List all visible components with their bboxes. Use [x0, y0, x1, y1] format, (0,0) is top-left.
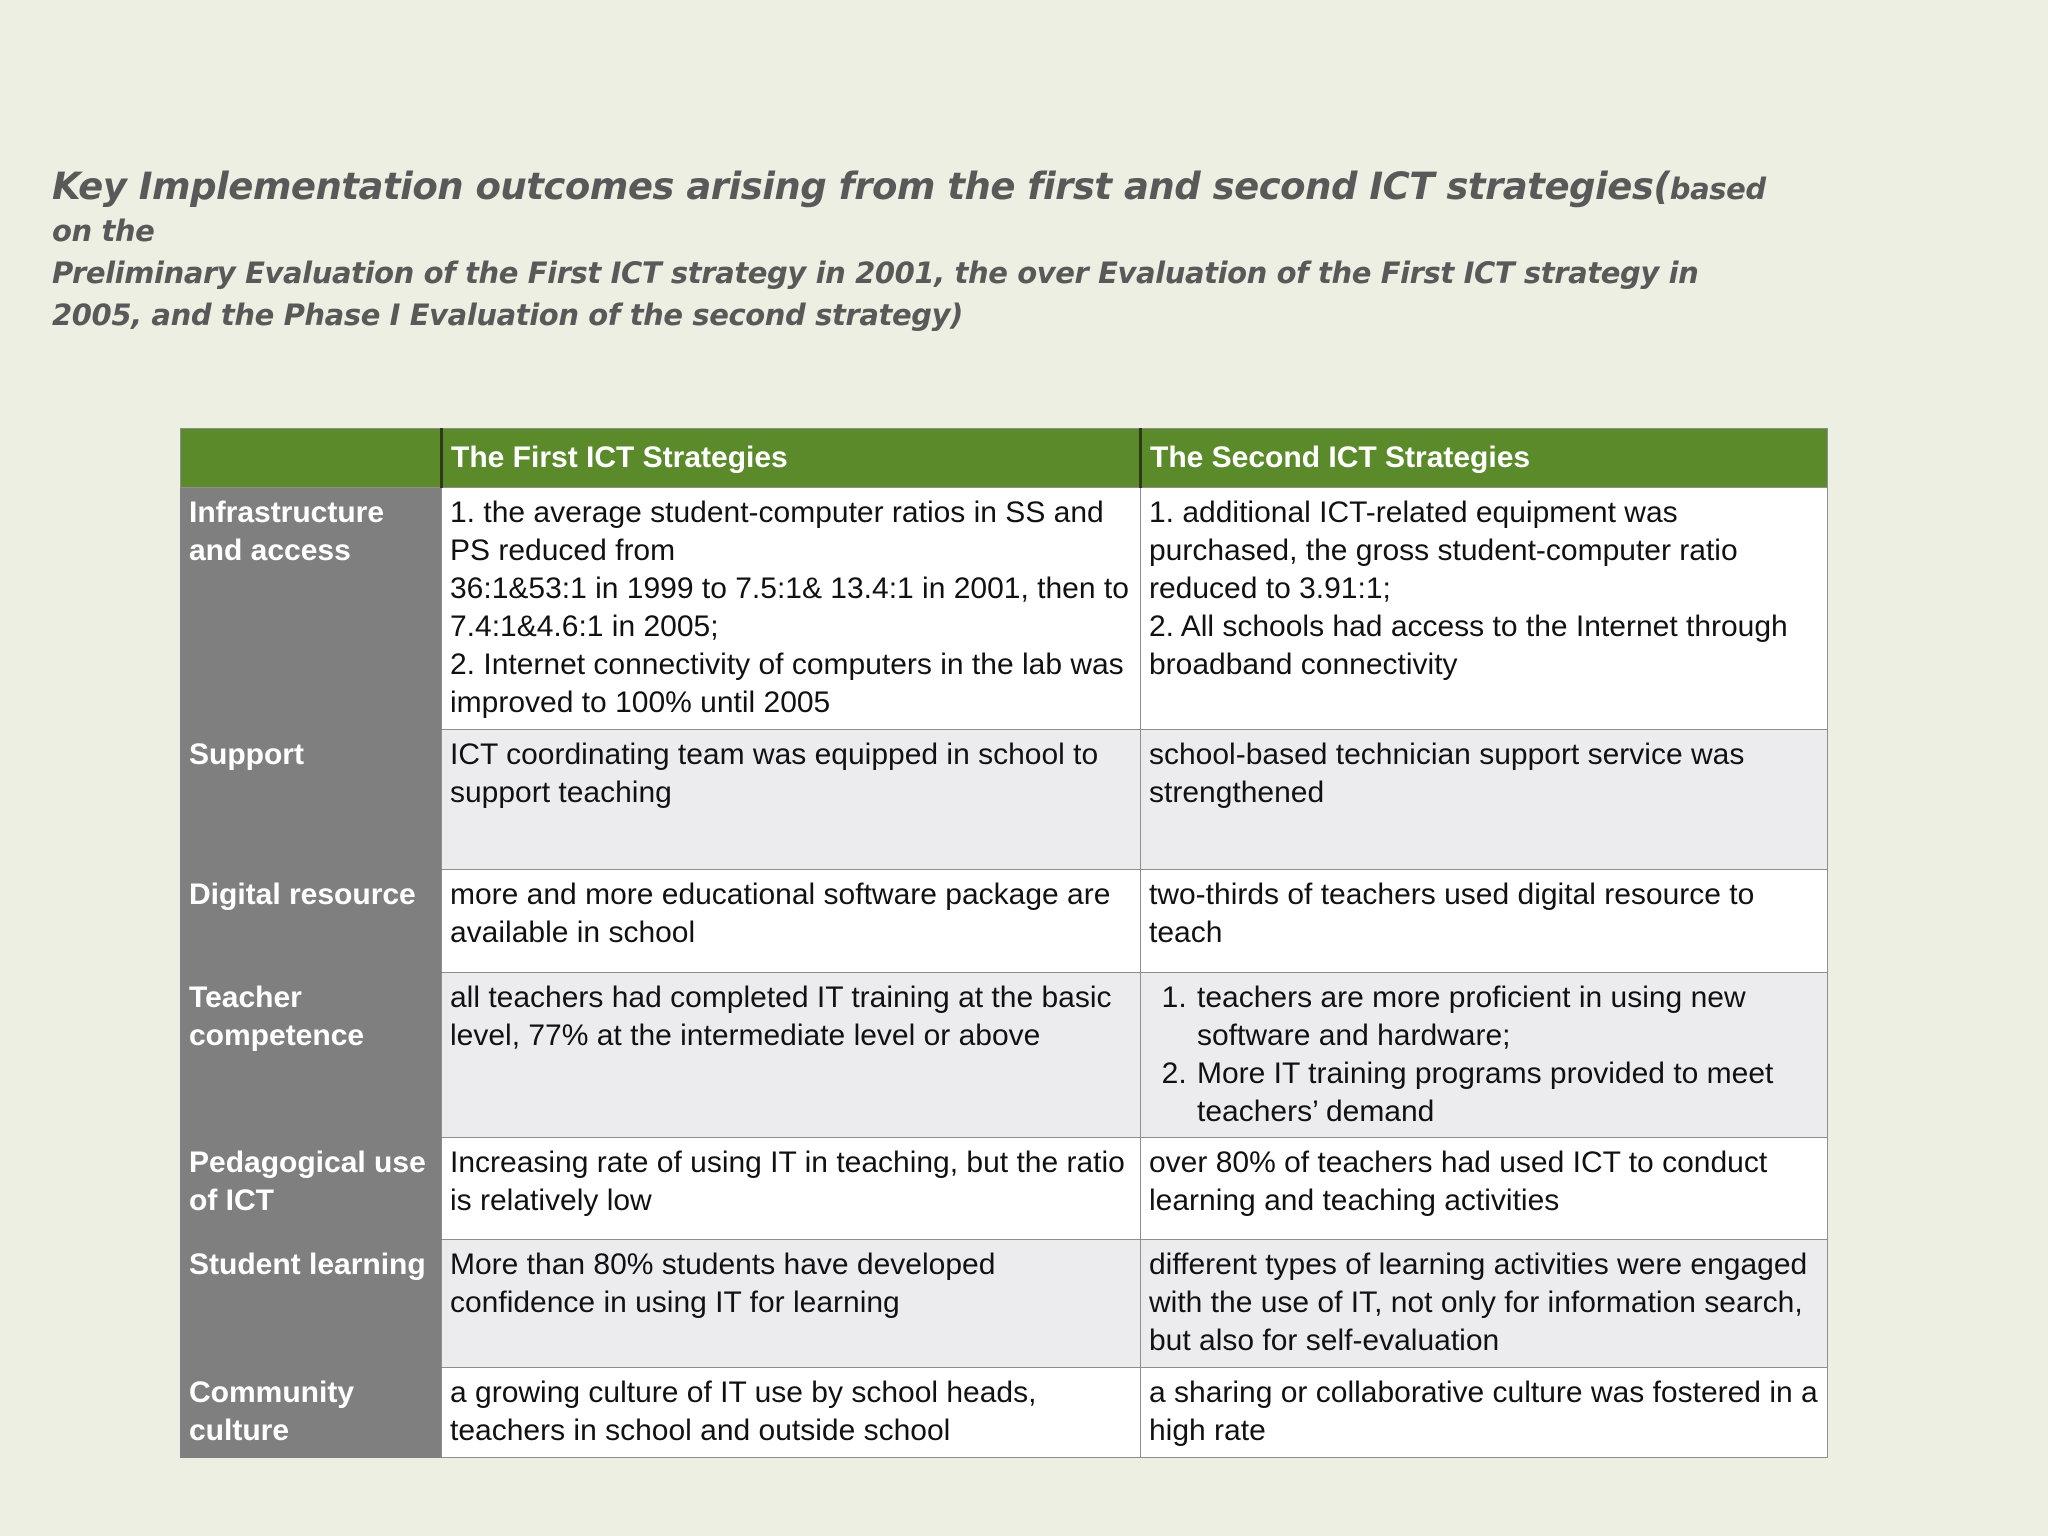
- ict-outcomes-table: [180, 428, 1828, 1458]
- teacher-competence-list: [1149, 979, 1819, 1131]
- list-item: 2. More IT training programs provided to meet teachers’ demand: [1195, 1055, 1819, 1131]
- cell-second-digital-resource: two-thirds of teachers used digital resource to teach: [1141, 870, 1828, 973]
- table-row: [181, 973, 1828, 1138]
- cell-first-teacher-competence: all teachers had completed IT training at the basic level, 77% at the intermediate level or above: [442, 973, 1141, 1138]
- row-label-support: Support: [181, 730, 442, 870]
- cell-second-teacher-competence: [1141, 973, 1828, 1138]
- list-item: 1. teachers are more proficient in using new software and hardware;: [1195, 979, 1819, 1055]
- row-label-pedagogical-use: Pedagogical use of ICT: [181, 1138, 442, 1240]
- page-title: [52, 164, 1792, 336]
- cell-second-student-learning: different types of learning activities were engaged with the use of IT, not only for information search, but also for self-evaluation: [1141, 1240, 1828, 1368]
- table-row: [181, 730, 1828, 870]
- row-label-digital-resource: Digital resource: [181, 870, 442, 973]
- header-second-strategies: The Second ICT Strategies: [1141, 429, 1828, 488]
- header-first-strategies: The First ICT Strategies: [442, 429, 1141, 488]
- cell-first-pedagogical-use: Increasing rate of using IT in teaching, but the ratio is relatively low: [442, 1138, 1141, 1240]
- cell-first-infrastructure: 1. the average student-computer ratios in SS and PS reduced from 36:1&53:1 in 1999 to 7.5:1& 13.4:1 in 2001, then to 7.4:1&4.6:1 in 2005; 2. Internet connectivity of computers in the lab was improved to 100% until 2005: [442, 488, 1141, 730]
- row-label-infrastructure: Infrastructure and access: [181, 488, 442, 730]
- cell-first-support: ICT coordinating team was equipped in school to support teaching: [442, 730, 1141, 870]
- cell-first-student-learning: More than 80% students have developed confidence in using IT for learning: [442, 1240, 1141, 1368]
- table-row: [181, 1368, 1828, 1458]
- table-row: [181, 1138, 1828, 1240]
- row-label-community-culture: Community culture: [181, 1368, 442, 1458]
- row-label-student-learning: Student learning: [181, 1240, 442, 1368]
- title-sub-inline-text: based on the: [52, 172, 1766, 248]
- cell-second-community-culture: a sharing or collaborative culture was fostered in a high rate: [1141, 1368, 1828, 1458]
- cell-first-digital-resource: more and more educational software package are available in school: [442, 870, 1141, 973]
- table-row: [181, 488, 1828, 730]
- table-row: [181, 1240, 1828, 1368]
- title-subtitle-text: Preliminary Evaluation of the First ICT strategy in 2001, the over Evaluation of the First ICT strategy in 2005, and the Phase I Evaluation of the second strategy): [52, 256, 1699, 332]
- cell-first-community-culture: a growing culture of IT use by school heads, teachers in school and outside school: [442, 1368, 1141, 1458]
- table-header-row: [181, 429, 1828, 488]
- cell-second-pedagogical-use: over 80% of teachers had used ICT to conduct learning and teaching activities: [1141, 1138, 1828, 1240]
- table-row: [181, 870, 1828, 973]
- title-main-text: Key Implementation outcomes arising from the first and second ICT strategies(: [52, 165, 1670, 208]
- cell-second-support: school-based technician support service was strengthened: [1141, 730, 1828, 870]
- cell-second-infrastructure: 1. additional ICT-related equipment was purchased, the gross student-computer ratio reduced to 3.91:1; 2. All schools had access to the Internet through broadband connectivity: [1141, 488, 1828, 730]
- row-label-teacher-competence: Teacher competence: [181, 973, 442, 1138]
- header-corner-cell: [181, 429, 442, 488]
